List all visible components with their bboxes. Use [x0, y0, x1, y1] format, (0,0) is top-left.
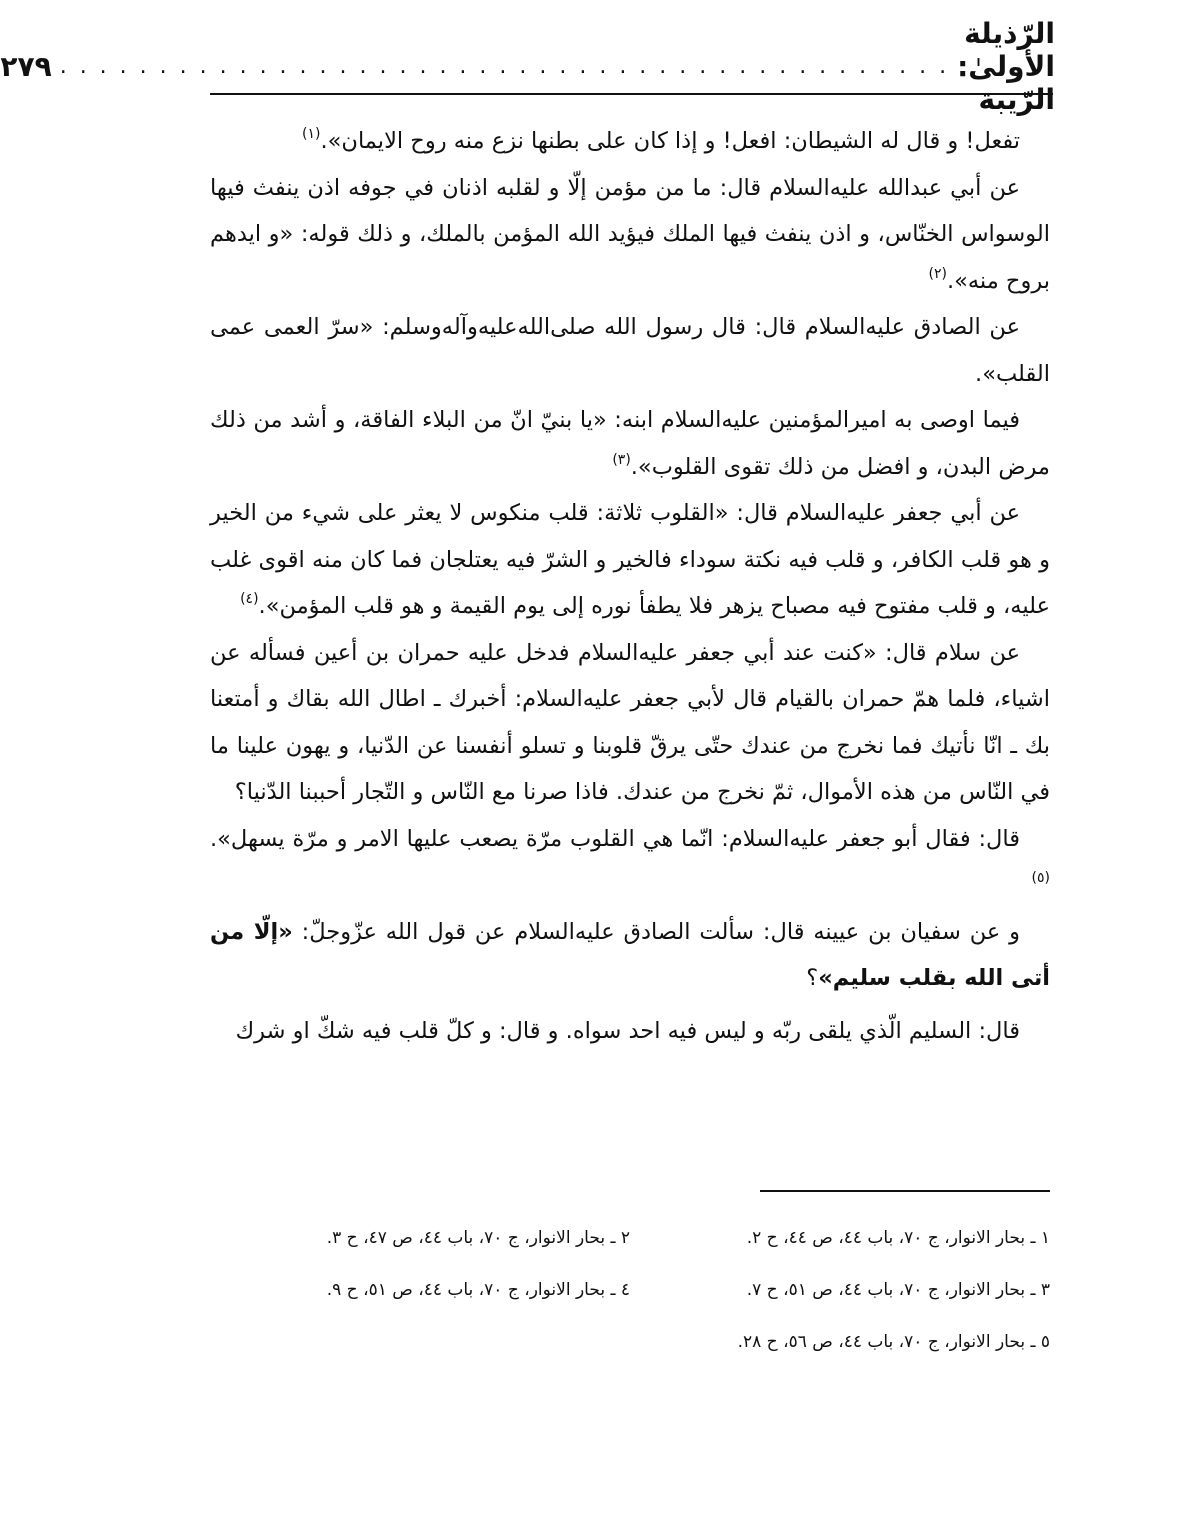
footnotes	[210, 1212, 1050, 1368]
footnote-row	[210, 1316, 1050, 1368]
paragraph-1: تفعل! و قال له الشيطان: افعل! و إذا كان على بطنها نزع منه روح الايمان».$^{(١)}$	[302, 126, 1020, 154]
footnote-1: ١ ـ بحار الانوار، ج ٧٠، باب ٤٤، ص ٤٤، ح ٢.	[746, 1228, 1050, 1248]
footnote-4: ٤ ـ بحار الانوار، ج ٧٠، باب ٤٤، ص ٥١، ح ٩.	[326, 1280, 630, 1300]
page-number: ۲۷۹	[0, 49, 52, 83]
footnote-5: ٥ ـ بحار الانوار، ج ٧٠، باب ٤٤، ص ٥٦، ح ٢٨.	[737, 1332, 1050, 1352]
paragraph-7: قال: فقال أبو جعفر عليه‌السلام: انّما هي القلوب مرّة يصعب عليها الامر و مرّة يسهل».$^{(٥)}$	[210, 825, 1050, 886]
footnote-ref-5: (٥)	[1031, 870, 1050, 886]
paragraph-5: عن أبي جعفر عليه‌السلام قال: «القلوب ثلاثة: قلب منكوس لا يعثر على شيء من الخير و هو قلب الكافر، و قلب فيه نكتة سوداء فالخير و الشرّ فيه يعتلجان فما كان منه اقوى غلب عليه، و قلب مفتوح فيه مصباح يزهر فلا يطفأ نوره إلى يوم القيمة و هو قلب المؤمن».$^{(٤)}$	[210, 500, 1050, 619]
footnote-ref-1: (١)	[302, 126, 321, 142]
paragraph-6: عن سلام قال: «كنت عند أبي جعفر عليه‌السلام فدخل عليه حمران بن أعين فسأله عن اشياء، فلما همّ حمران بالقيام قال لأبي جعفر عليه‌السلام: أخبرك ـ اطال الله بقاك و أمتعنا بك ـ انّا نأتيك فما نخرج من عندك حتّى يرقّ قلوبنا و تسلو أنفسنا عن الدّنيا، و يهون علينا ما في النّاس من هذه الأموال، ثمّ نخرج من عندك. فاذا صرنا مع النّاس و التّجار أحببنا الدّنيا؟	[210, 639, 1050, 805]
leader-dots: . . . . . . . . . . . . . . . . . . . . . . . . . . . . . . . . . . . . . . . . . . . . .	[59, 53, 950, 79]
main-text	[210, 118, 1050, 1054]
footnote-row	[210, 1212, 1050, 1264]
paragraph-9: قال: السليم الّذي يلقى ربّه و ليس فيه احد سواه. و قال: و كلّ قلب فيه شكّ او شرك	[235, 1017, 1020, 1044]
header-rule	[210, 93, 1053, 95]
paragraph-8: و عن سفيان بن عيينه قال: سألت الصادق عليه‌السلام عن قول الله عزّوجلّ: «إلّا من أتى الله بقلب سليم»؟	[210, 918, 1050, 991]
footnote-rule	[760, 1190, 1050, 1192]
paragraph-3: عن الصادق عليه‌السلام قال: قال رسول الله صلى‌الله‌عليه‌وآله‌وسلم: «سرّ العمى عمى القلب».	[210, 314, 1050, 387]
chapter-title: الرّذيلة الأولىٰ: الرّيبة	[957, 16, 1055, 116]
footnote-ref-3: (٣)	[612, 451, 631, 468]
footnote-2: ٢ ـ بحار الانوار، ج ٧٠، باب ٤٤، ص ٤٧، ح ٣.	[326, 1228, 630, 1248]
paragraph-4: فيما اوصى به اميرالمؤمنين عليه‌السلام ابنه: «يا بنيّ انّ من البلاء الفاقة، و أشد من ذلك مرض البدن، و افضل من ذلك تقوى القلوب».$^{(٣)}$	[210, 407, 1050, 480]
footnote-ref-2: (٢)	[928, 265, 947, 282]
running-header	[0, 16, 1055, 116]
quran-quote: «إلّا من أتى الله بقلب سليم»	[210, 918, 1050, 991]
paragraph-2: عن أبي عبدالله عليه‌السلام قال: ما من مؤمن إلّا و لقلبه اذنان في جوفه اذن ينفث فيها الوسواس الخنّاس، و اذن ينفث فيها الملك فيؤيد الله المؤمن بالملك، و ذلك قوله: «و ايدهم بروح منه».$^{(٢)}$	[210, 174, 1050, 294]
footnote-3: ٣ ـ بحار الانوار، ج ٧٠، باب ٤٤، ص ٥١، ح ٧.	[746, 1280, 1050, 1300]
footnote-row	[210, 1264, 1050, 1316]
footnote-ref-4: (٤)	[240, 591, 259, 607]
